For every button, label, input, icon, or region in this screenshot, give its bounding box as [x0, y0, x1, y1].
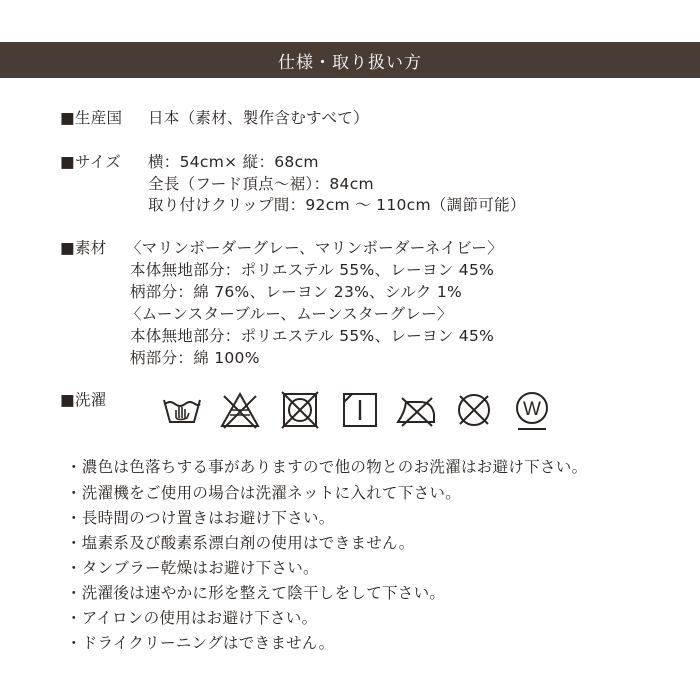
section-header — [0, 42, 700, 78]
wet-clean-icon — [510, 388, 554, 432]
material-line: 本体無地部分：ポリエステル 55%、レーヨン 45% — [130, 261, 495, 279]
material-line: 〈ムーンスターブルー、ムーンスターグレー〉 — [126, 305, 453, 323]
origin-value: 日本（素材、製作含むすべて） — [148, 109, 369, 127]
care-note: ・タンブラー乾燥はお避け下さい。 — [66, 559, 319, 577]
material-line: 柄部分：綿 100% — [130, 349, 260, 367]
wash-label: ■洗濯 — [60, 391, 107, 409]
size-label: ■サイズ — [60, 153, 122, 171]
care-note: ・濃色は色落ちする事がありますので他の物とのお洗濯はお避け下さい。 — [66, 458, 588, 476]
care-note: ・塩素系及び酸素系漂白剤の使用はできません。 — [66, 534, 415, 552]
size-line: 取り付けクリップ間：92cm 〜 110cm（調節可能） — [148, 196, 526, 214]
size-line: 全長（フード頂点〜裾）：84cm — [148, 175, 374, 193]
care-note: ・ドライクリーニングはできません。 — [66, 634, 335, 652]
no-tumble-dry-icon — [278, 388, 322, 432]
care-note: ・長時間のつけ置きはお避け下さい。 — [66, 509, 335, 527]
no-dry-clean-icon — [452, 388, 496, 432]
origin-label: ■生産国 — [60, 109, 123, 127]
material-line: 本体無地部分：ポリエステル 55%、レーヨン 45% — [130, 327, 495, 345]
hand-wash-icon — [160, 388, 204, 432]
material-label: ■素材 — [60, 239, 107, 257]
no-iron-icon — [394, 388, 438, 432]
section-title: 仕様・取り扱い方 — [278, 52, 422, 73]
no-bleach-icon — [218, 388, 262, 432]
size-line: 横：54cm× 縦：68cm — [148, 153, 319, 171]
wet-clean-letter: W — [523, 399, 541, 420]
care-note: ・洗濯機をご使用の場合は洗濯ネットに入れて下さい。 — [66, 484, 462, 502]
material-line: 〈マリンボーダーグレー、マリンボーダーネイビー〉 — [126, 239, 503, 257]
care-note: ・アイロンの使用はお避け下さい。 — [66, 609, 318, 627]
care-note: ・洗濯後は速やかに形を整えて陰干しをして下さい。 — [66, 584, 446, 602]
material-line: 柄部分：綿 76%、レーヨン 23%、シルク 1% — [130, 283, 463, 301]
drip-dry-shade-icon — [338, 388, 382, 432]
